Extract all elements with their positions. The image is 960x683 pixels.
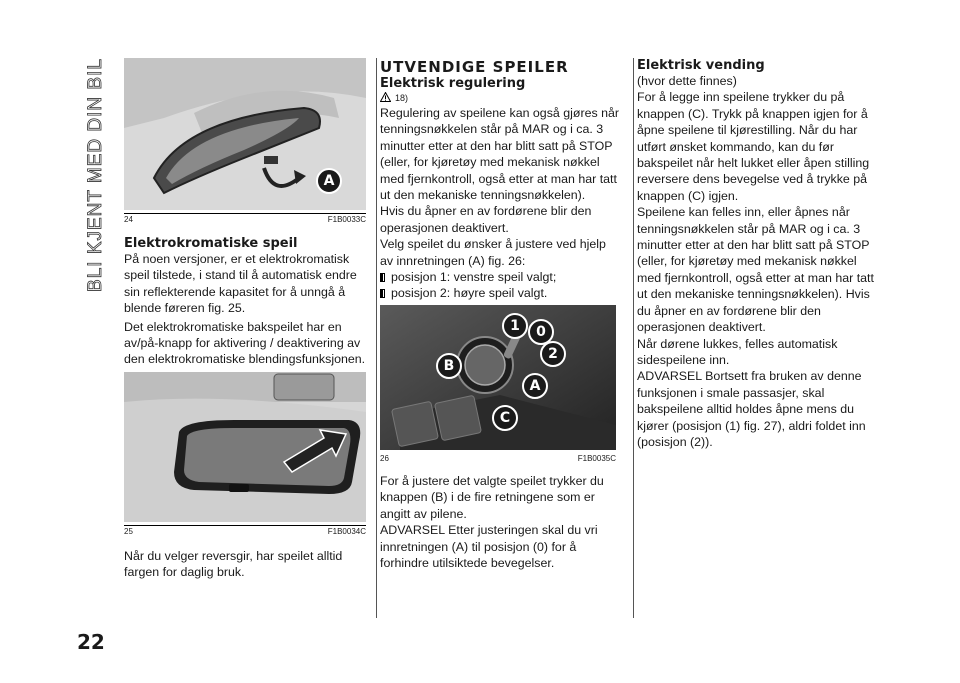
subheading: (hvor dette finnes) [637, 74, 737, 88]
paragraph: Speilene kan felles inn, eller åpnes når tenningsnøkkelen står på MAR og i ca. 3 minutter etter at den har blitt satt på STOP (eller, for kjøretøy med mekanisk nøkkel med fjernkontroll, også etter at man har tatt ut den mekaniske tenningsnøkkelen). Hvis du åpner en av fordørene blir den operasjonen deaktivert. [637, 205, 874, 335]
column-3 [637, 58, 879, 450]
figure-caption: 24 F1B0033C [124, 215, 366, 224]
callout-c: C [492, 405, 518, 431]
figure-25-electrochromic-mirror [124, 372, 366, 522]
page-number: 22 [77, 630, 105, 654]
paragraph: Når du velger reversgir, har speilet alltid fargen for daglig bruk. [124, 548, 343, 580]
paragraph: Hvis du åpner en av fordørene blir den operasjonen deaktivert. [380, 204, 592, 235]
paragraph: På noen versjoner, er et elektrokromatisk speil tilstede, i stand til å automatisk endre sin reflekterende kapasitet for å unngå å blende føreren fig. 25. [124, 252, 357, 316]
bullet-icon [380, 273, 385, 282]
heading-electric-adjustment: Elektrisk regulering [380, 76, 526, 91]
callout-position-1: 1 [502, 313, 528, 339]
callout-a: A [522, 373, 548, 399]
callout-position-0: 0 [528, 319, 554, 345]
list-item: posisjon 2: høyre speil valgt. [380, 285, 622, 301]
figure-24-rearview-mirror [124, 58, 366, 210]
bullet-icon [380, 289, 385, 298]
electrochromic-mirror-illustration [124, 372, 366, 522]
figure-caption: 25 F1B0034C [124, 526, 366, 536]
callout-b: B [436, 353, 462, 379]
figure-caption: 26 F1B0035C [380, 454, 616, 464]
section-title: UTVENDIGE SPEILER [380, 58, 569, 76]
warning-icon [380, 92, 391, 104]
column-divider [633, 58, 634, 618]
chapter-side-title: BLI KJENT MED DIN BIL [85, 58, 106, 292]
column-2 [380, 58, 622, 572]
paragraph: Når dørene lukkes, felles automatisk sidespeilene inn. [637, 336, 838, 367]
heading-electric-folding: Elektrisk vending [637, 58, 765, 73]
paragraph: For å justere det valgte speilet trykker du knappen (B) i de fire retningene som er angitt av pilene. [380, 474, 604, 521]
paragraph: ADVARSEL Etter justeringen skal du vri innretningen (A) til posisjon (0) for å forhindre utilsiktede bevegelser. [380, 523, 598, 571]
paragraph: Regulering av speilene kan også gjøres når tenningsnøkkelen står på MAR og i ca. 3 minutter etter at den har blitt satt på STOP (eller, for kjøretøy med mekanisk nøkkel med fjernkontroll, også etter at man har tatt ut den mekaniske tenningsnøkkelen). [380, 106, 620, 203]
column-divider [376, 58, 377, 618]
paragraph: ADVARSEL Bortsett fra bruken av denne funksjonen i smale passasjer, skal bakspeilene alltid holdes åpne mens du kjører (posisjon (1) fig. 27), aldri foldet inn (posisjon (2)). [637, 369, 866, 449]
callout-a: A [316, 168, 342, 194]
callout-position-2: 2 [540, 341, 566, 367]
list-item: posisjon 1: venstre speil valgt; [380, 269, 622, 285]
figure-26-mirror-control [380, 305, 616, 450]
paragraph: For å legge inn speilene trykker du på knappen (C). Trykk på knappen igjen for å åpne speilene til kjørestilling. Når du har utført ønsket kommando, kan du før bakspeilet når helt lukket eller åpen stilling reversere dens bevegelse ved å trykke på knappen (C) igjen. [637, 90, 870, 203]
note-reference: 18) [380, 91, 622, 105]
paragraph: Velg speilet du ønsker å justere ved hjelp av innretningen (A) fig. 26: [380, 237, 606, 268]
heading-electrochromic: Elektrokromatiske speil [124, 236, 298, 251]
column-1 [124, 58, 366, 581]
paragraph: Det elektrokromatiske bakspeilet har en av/på-knapp for aktivering / deaktivering av den elektrokromatiske blendingsfunksjonen. [124, 319, 366, 367]
